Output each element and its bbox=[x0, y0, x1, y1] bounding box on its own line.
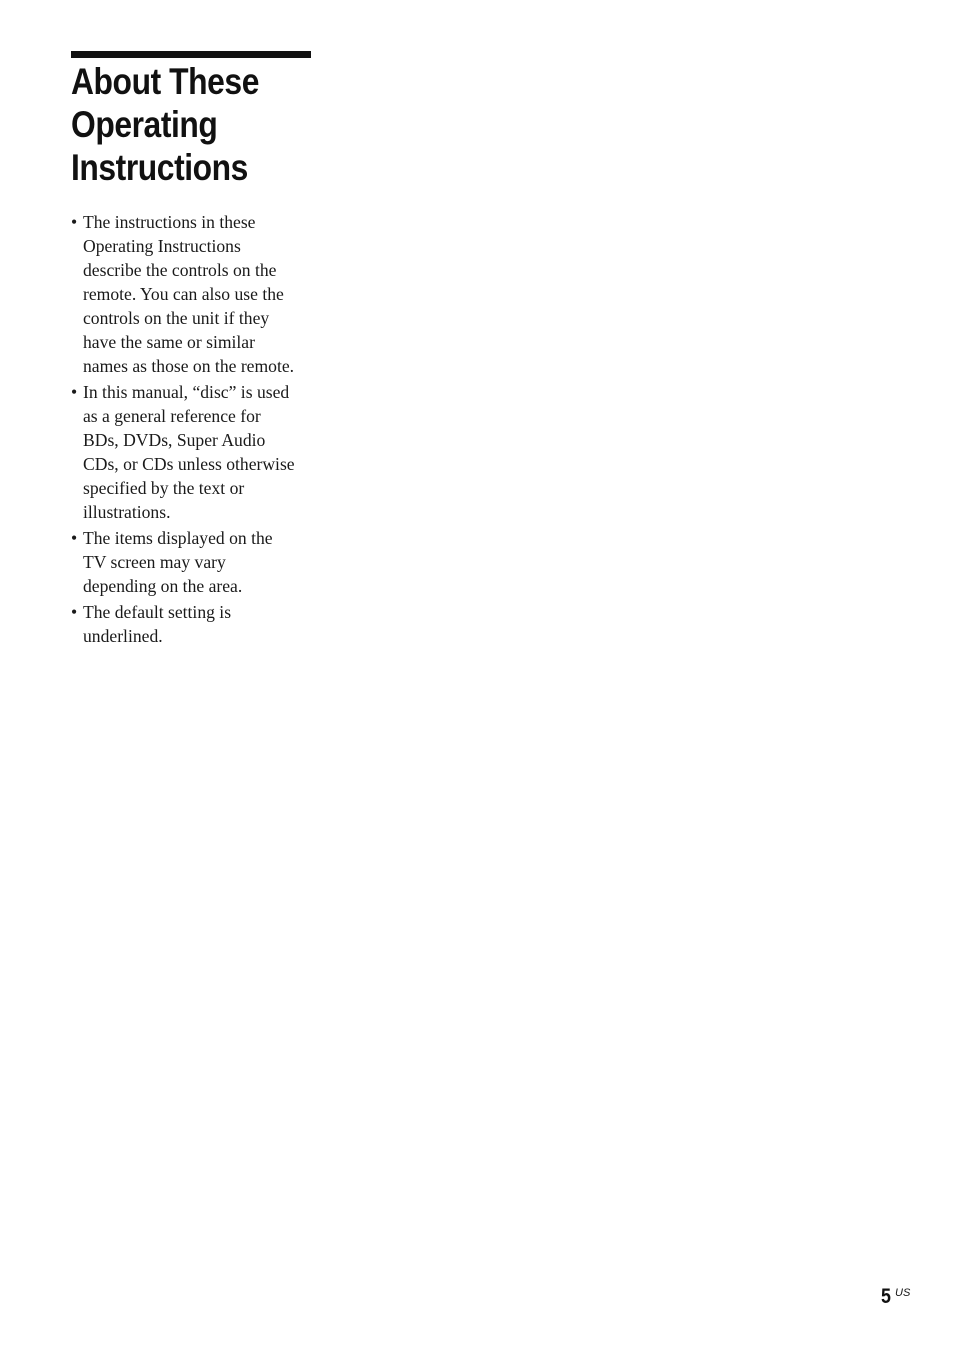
page-title-line: About These bbox=[71, 61, 259, 102]
bullet-text-line: The default setting is bbox=[83, 602, 232, 622]
page-number-suffix: US bbox=[895, 1287, 911, 1299]
bullet-item-controls bbox=[71, 210, 316, 378]
bullet-icon: • bbox=[71, 602, 78, 622]
bullet-text-line: as a general reference for bbox=[83, 406, 261, 426]
bullet-icon: • bbox=[71, 528, 78, 548]
bullet-text-line: underlined. bbox=[83, 626, 163, 646]
bullet-text-line: depending on the area. bbox=[83, 576, 243, 596]
bullet-text-line: In this manual, “disc” is used bbox=[83, 382, 290, 402]
bullet-text-line: specified by the text or bbox=[83, 478, 245, 498]
section-header-rule bbox=[71, 51, 311, 58]
bullet-text-line: The instructions in these bbox=[83, 212, 256, 232]
bullet-text-line: describe the controls on the bbox=[83, 260, 277, 280]
bullet-text-line: remote. You can also use the bbox=[83, 284, 284, 304]
bullet-icon: • bbox=[71, 212, 78, 232]
bullet-text-line: names as those on the remote. bbox=[83, 356, 295, 376]
page-number: 5 bbox=[881, 1285, 891, 1308]
bullet-text-line: BDs, DVDs, Super Audio bbox=[83, 430, 266, 450]
instruction-bullet-list bbox=[71, 210, 316, 650]
page-title-line: Instructions bbox=[71, 147, 248, 188]
bullet-icon: • bbox=[71, 382, 78, 402]
page-title bbox=[71, 60, 286, 189]
bullet-text-line: Operating Instructions bbox=[83, 236, 241, 256]
bullet-text-line: controls on the unit if they bbox=[83, 308, 270, 328]
bullet-text-line: have the same or similar bbox=[83, 332, 255, 352]
bullet-text-line: illustrations. bbox=[83, 502, 171, 522]
bullet-item-disc-reference bbox=[71, 380, 316, 524]
bullet-text-line: TV screen may vary bbox=[83, 552, 226, 572]
page-title-line: Operating bbox=[71, 104, 218, 145]
bullet-text-line: The items displayed on the bbox=[83, 528, 273, 548]
bullet-text-line: CDs, or CDs unless otherwise bbox=[83, 454, 295, 474]
bullet-item-default-setting bbox=[71, 600, 316, 648]
bullet-item-tv-screen bbox=[71, 526, 316, 598]
